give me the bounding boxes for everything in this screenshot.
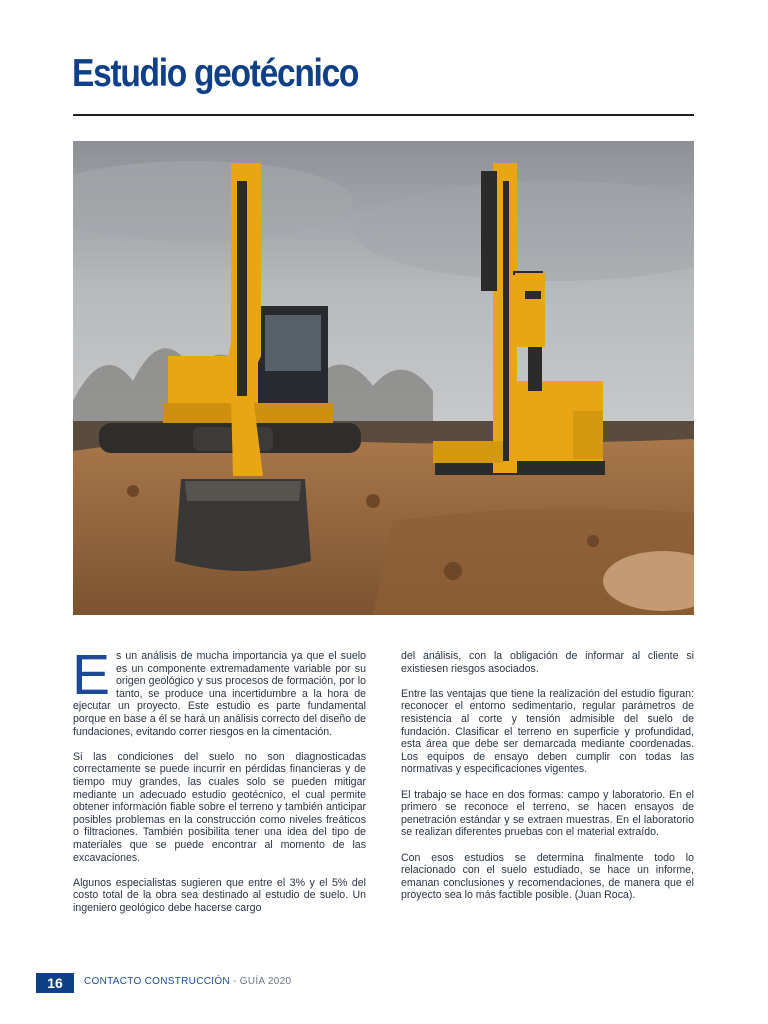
left-paragraph-1-text: s un análisis de mucha importancia ya que el suelo es un componente extremadamente variable por su origen geológico y sus procesos de formación, por lo tanto, se produce una incertidumbre a la hora de ejecutar un proyecto. Este estudio es parte fundamental porque en base a él se hará un análisis correcto del diseño de fundaciones, evitando correr riesgos en la cimentación. — [73, 650, 366, 738]
left-paragraph-2: Si las condiciones del suelo no son diagnosticadas correctamente se puede incurrir en pérdidas financieras y de tiempo muy grandes, las cuales solo se pueden mitigar mediante un adecuado estudio geotécnico, el cual permite obtener información fiable sobre el terreno y también anticipar posibles problemas en la construcción como niveles freáticos o filtraciones. También posibilita tener una idea del tipo de materiales que se puede encontrar al momento de las excavaciones. — [73, 750, 366, 864]
footer-separator: - — [229, 976, 240, 987]
right-paragraph-1: del análisis, con la obligación de informar al cliente si existiesen riesgos asociados. — [401, 650, 694, 675]
title-divider — [73, 114, 694, 116]
page-number: 16 — [36, 973, 74, 993]
guide-year: GUÍA 2020 — [239, 976, 292, 987]
right-paragraph-4: Con esos estudios se determina finalmente todo lo relacionado con el suelo estudiado, se hace un informe, emanan conclusiones y recomendaciones, de manera que el proyecto sea lo más factible posible. (Juan Roca). — [401, 851, 694, 902]
construction-photo — [73, 141, 694, 615]
article-title: Estudio geotécnico — [72, 52, 359, 95]
right-text-column — [401, 650, 694, 914]
left-paragraph-1 — [72, 643, 366, 738]
drop-cap: E — [72, 643, 111, 707]
publication-name: CONTACTO CONSTRUCCIÓN — [84, 976, 230, 987]
right-paragraph-3: El trabajo se hace en dos formas: campo y laboratorio. En el primero se reconoce el terreno, se hacen ensayos de penetración estándar y se extraen muestras. En el laboratorio se realizan diferentes pruebas con el material extraído. — [401, 788, 694, 839]
footer-publication — [84, 976, 291, 987]
left-paragraph-3: Algunos especialistas sugieren que entre el 3% y el 5% del costo total de la obra sea destinado al estudio de suelo. Un ingeniero geológico debe hacerse cargo — [73, 876, 366, 914]
right-paragraph-2: Entre las ventajas que tiene la realización del estudio figuran: reconocer el entorno sedimentario, regular parámetros de resistencia al corte y tensión admisible del suelo de fundación. Clasificar el terreno en superficie y profundidad, esta área que debe ser demarcada mediante coordenadas. Los equipos de ensayo deben cumplir con todas las normativas y especificaciones vigentes. — [401, 687, 694, 776]
left-text-column — [72, 643, 366, 927]
